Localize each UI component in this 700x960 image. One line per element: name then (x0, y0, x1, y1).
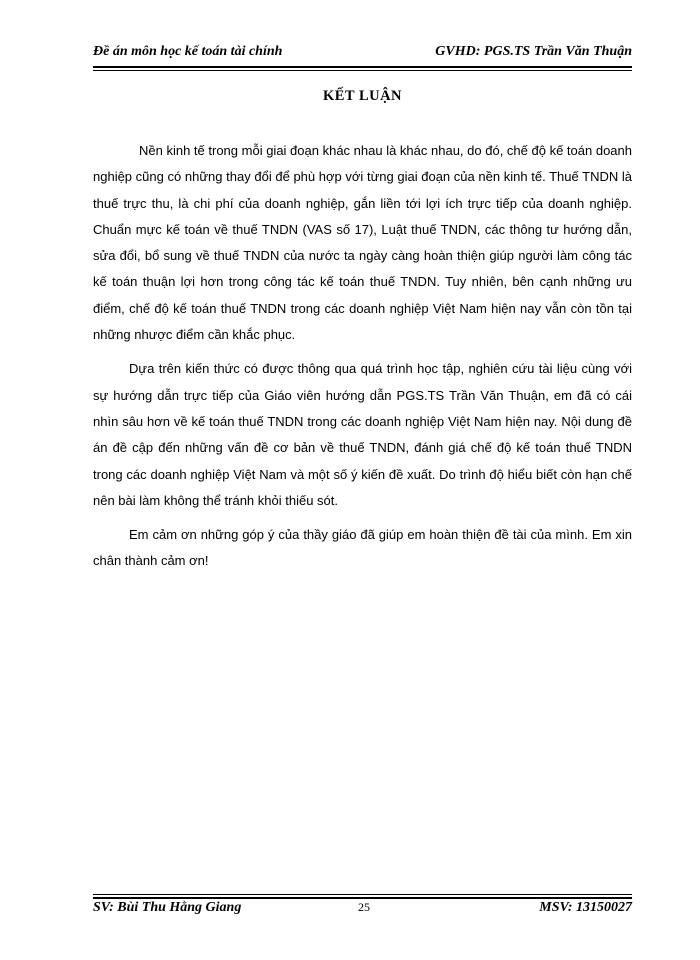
page-header (93, 44, 632, 66)
footer-student-name: SV: Bùi Thu Hằng Giang (93, 900, 242, 915)
page-title: KẾT LUẬN (322, 88, 403, 104)
body-text (93, 138, 632, 583)
paragraph-3: Em cảm ơn những góp ý của thầy giáo đã giúp em hoàn thiện đề tài của mình. Em xin chân thành cảm ơn! (93, 527, 632, 569)
page-footer (93, 900, 632, 920)
page-number: 25 (358, 900, 370, 914)
footer-divider (93, 894, 632, 899)
header-course-title: Đề án môn học kế toán tài chính (93, 44, 283, 59)
paragraph-1: Nền kinh tế trong mỗi giai đoạn khác nhau là khác nhau, do đó, chế độ kế toán doanh nghiệp cũng có những thay đổi để phù hợp với từng giai đoạn của nền kinh tế. Thuế TNDN là thuế trực thu, là chi phí của doanh nghiệp, gắn liền tới lợi ích trực tiếp của doanh nghiệp. Chuẩn mực kế toán về thuế TNDN (VAS số 17), Luật thuế TNDN, các thông tư hướng dẫn, sửa đổi, bổ sung về thuế TNDN của nước ta ngày càng hoàn thiện giúp người làm công tác kế toán thuận lợi hơn trong công tác kế toán thuế TNDN. Tuy nhiên, bên cạnh những ưu điểm, chế độ kế toán thuế TNDN trong các doanh nghiệp Việt Nam hiện nay vẫn còn tồn tại những nhược điểm cần khắc phục. (93, 143, 632, 343)
footer-student-id: MSV: 13150027 (539, 900, 632, 915)
paragraph-2: Dựa trên kiến thức có được thông qua quá trình học tập, nghiên cứu tài liệu cùng với sự hướng dẫn trực tiếp của Giáo viên hướng dẫn PGS.TS Trần Văn Thuận, em đã có cái nhìn sâu hơn về kế toán thuế TNDN trong các doanh nghiệp Việt Nam hiện nay. Nội dung đề án đề cập đến những vấn đề cơ bản về thuế TNDN, đánh giá chế độ kế toán thuế TNDN trong các doanh nghiệp Việt Nam và một số ý kiến đề xuất. Do trình độ hiểu biết còn hạn chế nên bài làm không thể tránh khỏi thiếu sót. (93, 361, 632, 508)
header-divider (93, 66, 632, 71)
header-supervisor: GVHD: PGS.TS Trần Văn Thuận (435, 44, 632, 59)
